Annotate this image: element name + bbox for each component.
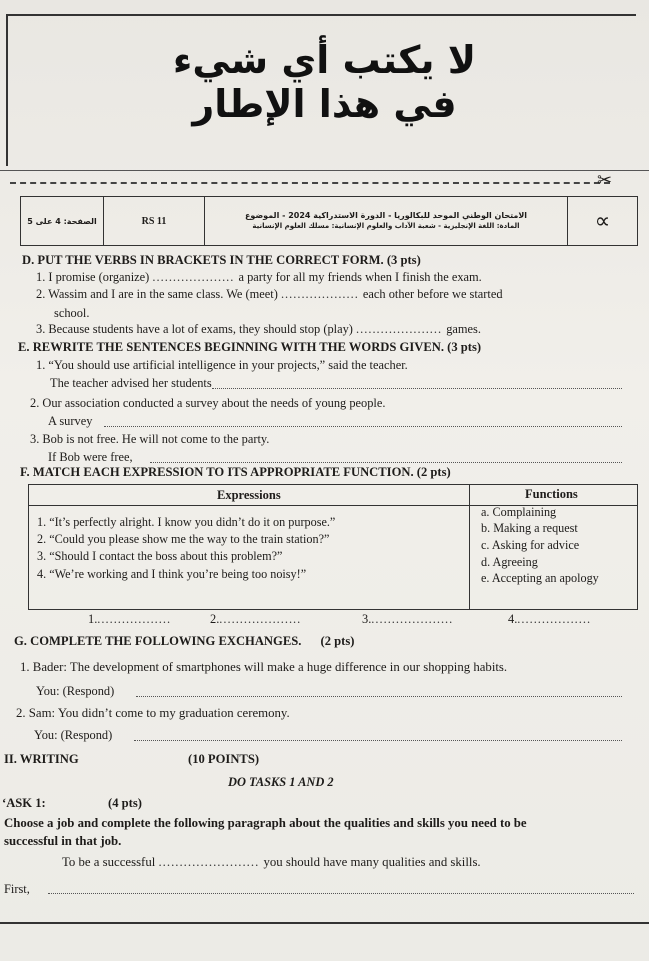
expressions-header: Expressions (217, 488, 281, 502)
d-item-1-blank[interactable]: .................... (152, 270, 239, 284)
task-1-instruction-line2: successful in that job. (4, 834, 122, 848)
d-item-1-start: 1. I promise (organize) (36, 270, 150, 284)
answer-3[interactable]: 3..................... (362, 612, 454, 626)
d-item-3 (36, 322, 481, 337)
function-e: e. Accepting an apology (481, 571, 599, 585)
task-1-paragraph (62, 855, 481, 870)
writing-title: II. WRITING (4, 752, 79, 766)
task-1-points: (4 pts) (108, 796, 142, 810)
e-item-3-start: If Bob were free, (48, 450, 133, 464)
d-item-1-end: a party for all my friends when I finish the exam. (238, 270, 482, 284)
first-label: First, (4, 882, 30, 896)
exam-code-cell: RS 11 (104, 197, 205, 246)
answer-2-label: 2. (210, 612, 220, 626)
logo-icon: ∝ (568, 197, 638, 246)
d-item-2-start: 2. Wassim and I are in the same class. We (meet) (36, 287, 278, 301)
paragraph-end: you should have many qualities and skills. (263, 855, 481, 869)
d-item-2-cont: school. (54, 306, 90, 320)
d-item-2-end: each other before we started (362, 287, 503, 301)
writing-tasks: DO TASKS 1 AND 2 (228, 775, 334, 789)
page-bottom-rule (0, 922, 649, 924)
paragraph-start: To be a successful (62, 855, 156, 869)
task-1-instruction-line1: Choose a job and complete the following paragraph about the qualities and skills you need to be (4, 816, 527, 830)
d-item-3-start: 3. Because students have a lot of exams, they should stop (play) (36, 322, 353, 336)
page-number-cell: الصفحة: 4 على 5 (21, 197, 104, 246)
e-item-2-start: A survey (48, 414, 93, 428)
e-item-3-answer-line[interactable] (150, 462, 622, 463)
section-f-title: F. MATCH EACH EXPRESSION TO ITS APPROPRIATE FUNCTION. (2 pts) (20, 465, 451, 479)
e-item-3-question: 3. Bob is not free. He will not come to the party. (30, 432, 270, 446)
g-item-1-prompt: 1. Bader: The development of smartphones will make a huge difference in our shopping habits. (20, 660, 508, 674)
functions-header: Functions (525, 487, 578, 501)
section-e-title: E. REWRITE THE SENTENCES BEGINNING WITH THE WORDS GIVEN. (3 pts) (18, 340, 482, 354)
d-item-1 (36, 270, 482, 285)
exam-info-table (20, 196, 638, 246)
e-item-2-question: 2. Our association conducted a survey about the needs of young people. (30, 396, 386, 410)
expression-3: 3. “Should I contact the boss about this problem?” (37, 549, 283, 563)
function-c: c. Asking for advice (481, 538, 580, 552)
g-item-1-answer-line[interactable] (136, 696, 622, 697)
e-item-1-start: The teacher advised her students (50, 376, 212, 390)
writing-answer-line[interactable] (48, 893, 634, 894)
job-blank[interactable]: ........................ (158, 855, 264, 869)
g-item-2-answer-line[interactable] (134, 740, 622, 741)
function-a: a. Complaining (481, 505, 557, 519)
d-item-2-blank[interactable]: ................... (280, 287, 363, 301)
e-item-1-question: 1. “You should use artificial intelligence in your projects,” said the teacher. (36, 358, 408, 372)
arabic-notice-line2: في هذا الإطار (192, 82, 457, 126)
d-item-2 (36, 287, 503, 302)
answer-4[interactable]: 4................... (508, 612, 592, 626)
exam-subtitle: المادة: اللغة الإنجليزية - شعبة الآداب والعلوم الإنسانية: مسلك العلوم الإنسانية (252, 222, 520, 230)
exam-title-cell (205, 197, 568, 246)
expression-4: 4. “We’re working and I think you’re being too noisy!” (37, 567, 307, 581)
answer-1-label: 1. (88, 612, 98, 626)
match-table (28, 484, 638, 610)
e-item-1-answer-line[interactable] (212, 388, 622, 389)
g-item-2-respond: You: (Respond) (34, 728, 113, 742)
g-item-1-respond: You: (Respond) (36, 684, 115, 698)
answer-3-label: 3. (362, 612, 372, 626)
match-table-divider (469, 485, 470, 609)
expression-2: 2. “Could you please show me the way to the train station?” (37, 532, 330, 546)
answer-1[interactable]: 1................... (88, 612, 172, 626)
frame-bottom-line (0, 170, 649, 172)
writing-points: (10 POINTS) (188, 752, 260, 766)
g-item-2-prompt: 2. Sam: You didn’t come to my graduation ceremony. (16, 706, 290, 720)
answer-4-label: 4. (508, 612, 518, 626)
expression-1: 1. “It’s perfectly alright. I know you didn’t do it on purpose.” (37, 515, 336, 529)
cut-dashed-line (10, 182, 610, 184)
function-d: d. Agreeing (481, 555, 538, 569)
task-1-title: ʻASK 1: (2, 796, 46, 810)
section-g-title-text: G. COMPLETE THE FOLLOWING EXCHANGES. (14, 634, 302, 648)
exam-title: الامتحان الوطني الموحد للبكالوريا - الدورة الاستدراكية 2024 - الموضوع (244, 211, 528, 220)
arabic-notice-line1: لا يكتب أي شيء (172, 38, 477, 82)
e-item-2-answer-line[interactable] (104, 426, 622, 427)
scissors-icon: ✂ (597, 170, 613, 191)
section-d-title: D. PUT THE VERBS IN BRACKETS IN THE CORRECT FORM. (3 pts) (22, 253, 421, 267)
answer-2[interactable]: 2..................... (210, 612, 302, 626)
d-item-3-blank[interactable]: ..................... (356, 322, 447, 336)
section-g-title (14, 634, 354, 649)
function-b: b. Making a request (481, 521, 578, 535)
d-item-3-end: games. (446, 322, 481, 336)
section-g-points: (2 pts) (320, 634, 355, 648)
